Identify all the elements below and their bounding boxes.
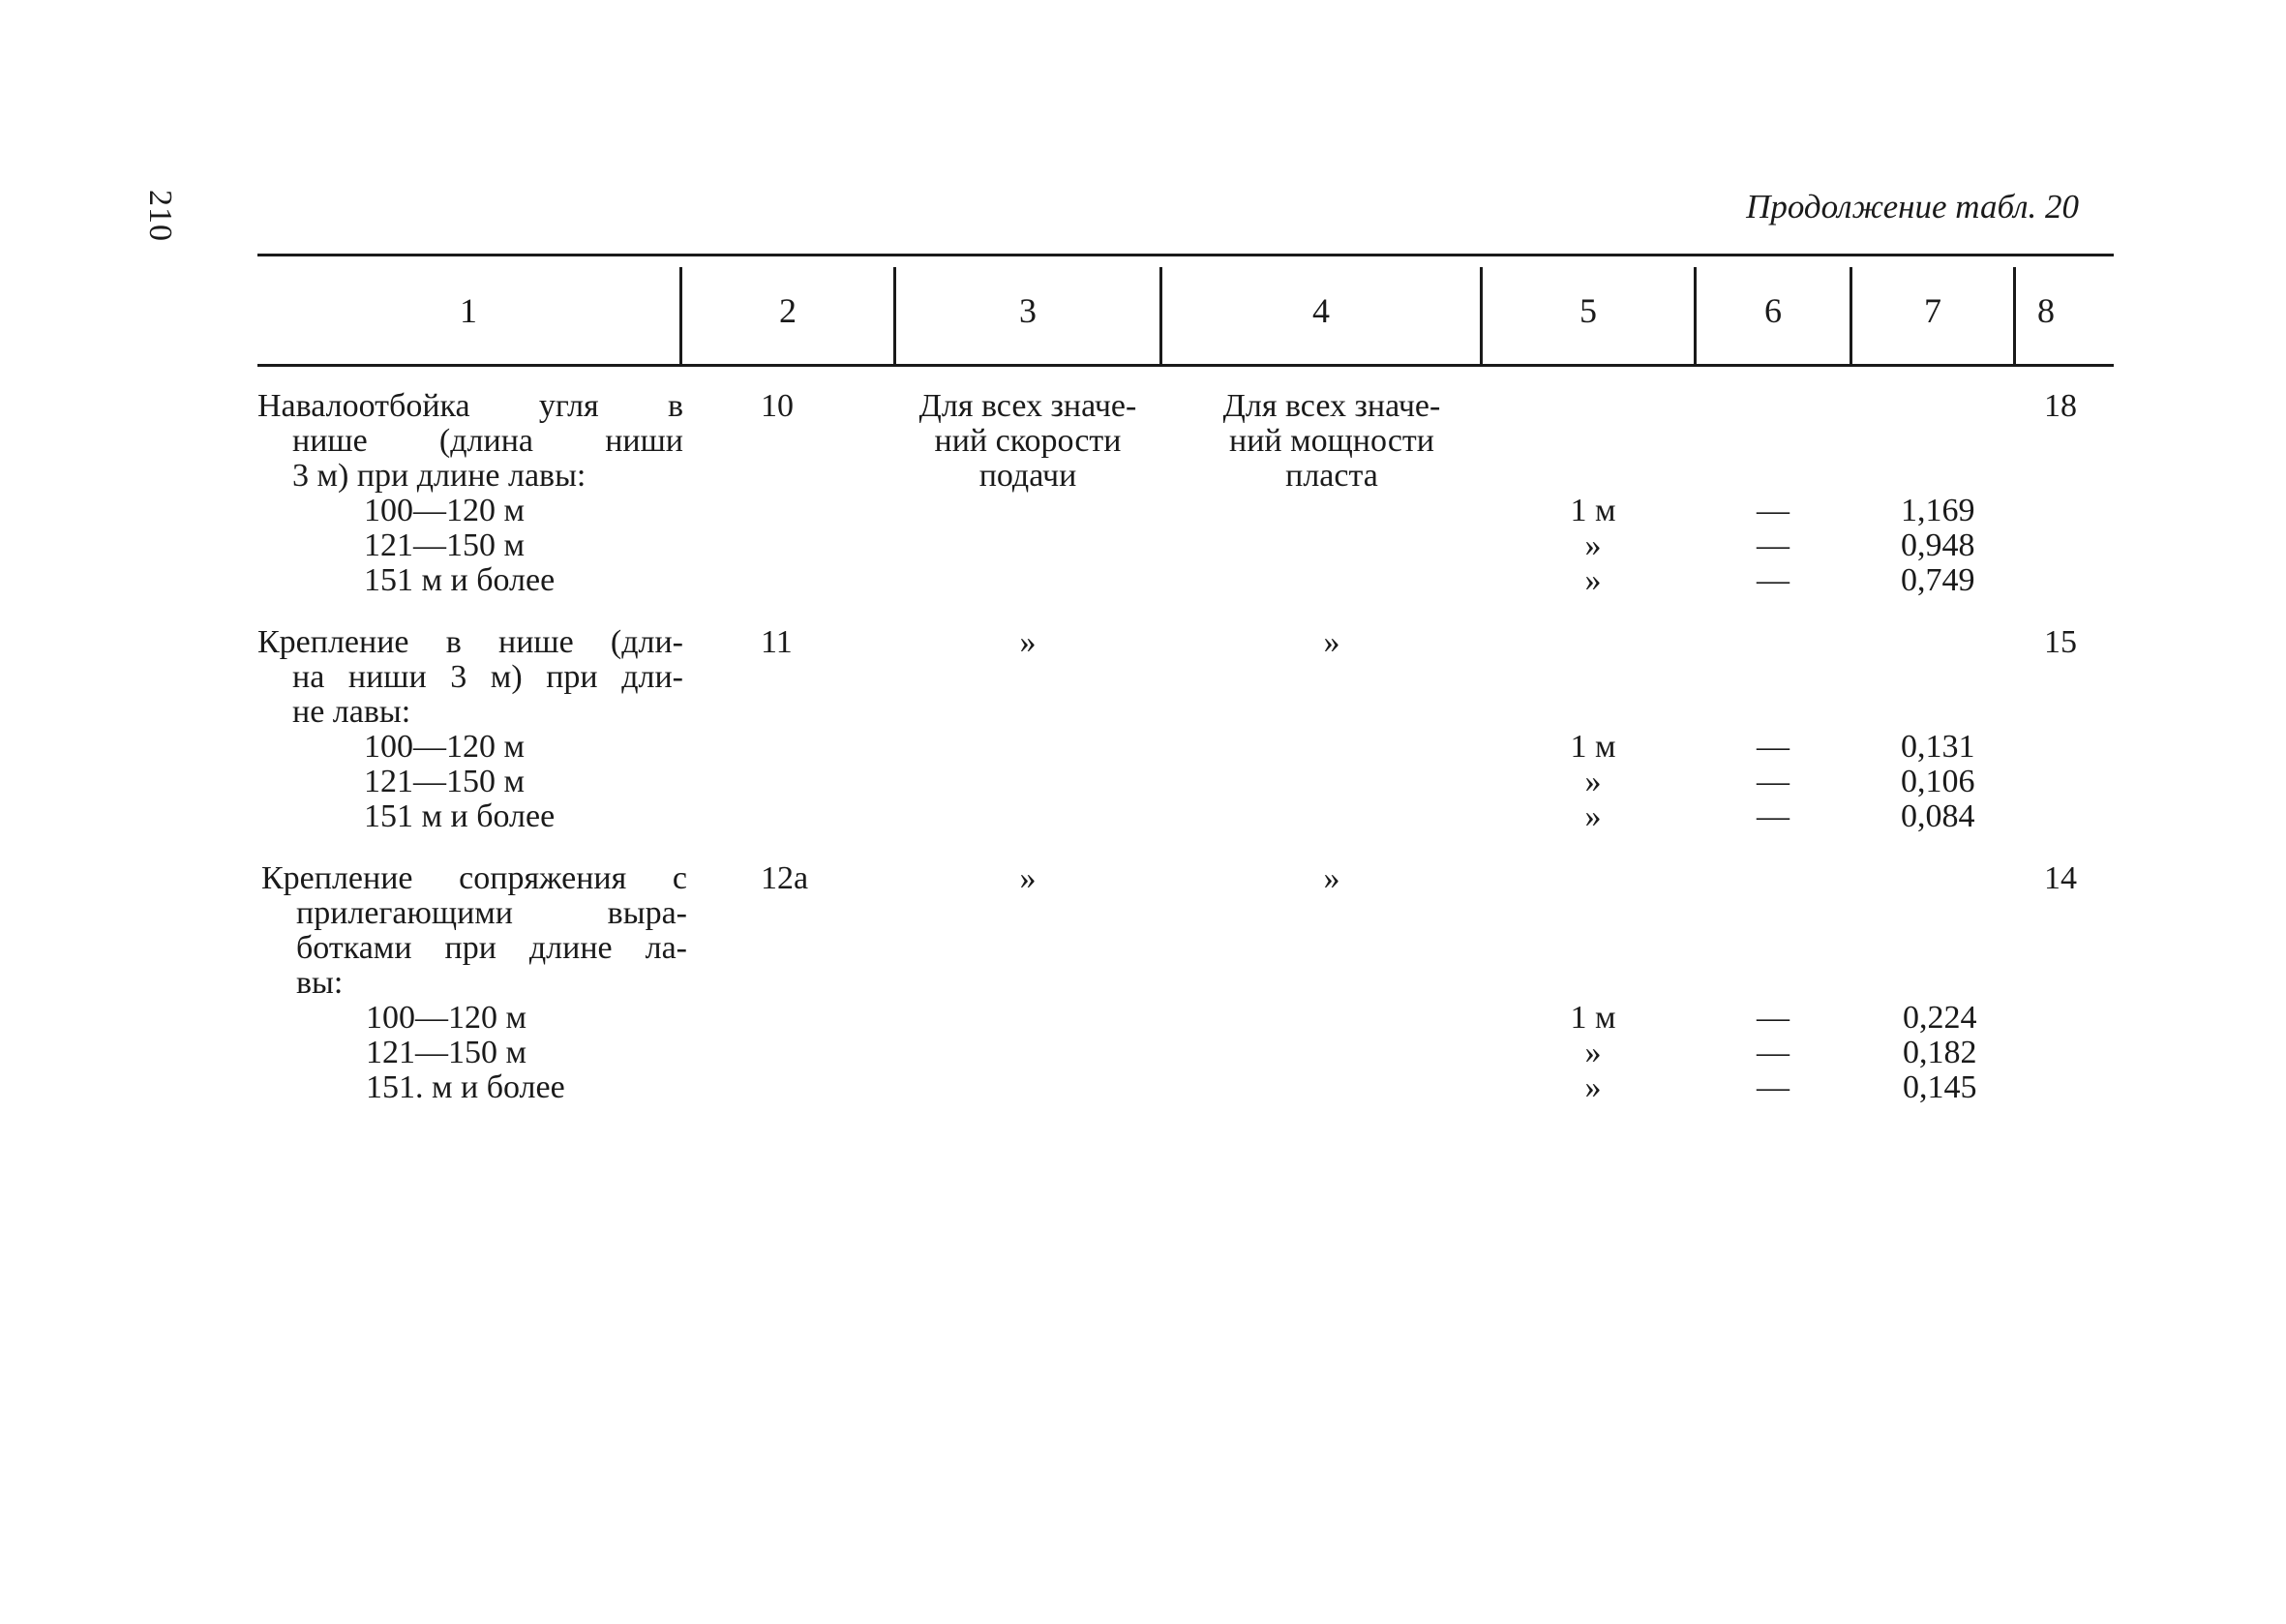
- sub-row-value: 0,182: [1903, 1035, 1977, 1070]
- sub-row-unit: »: [1584, 527, 1602, 563]
- col3-line: »: [1019, 860, 1037, 896]
- page-number: 210: [142, 190, 178, 242]
- col3-line: Для всех значе-: [918, 388, 1137, 424]
- description-line: Навалоотбойка угля в: [257, 388, 683, 424]
- description-line: Крепление сопряжения с: [261, 860, 687, 896]
- column-header-5: 5: [1579, 291, 1597, 330]
- sub-row-dash: —: [1757, 1000, 1790, 1036]
- sub-row-dash: —: [1757, 493, 1790, 528]
- sub-row-value: 0,224: [1903, 1000, 1977, 1036]
- sub-row-unit: 1 м: [1570, 1000, 1616, 1036]
- sub-row-unit: »: [1584, 562, 1602, 598]
- row-code: 12а: [761, 860, 809, 896]
- sub-row-dash: —: [1757, 527, 1790, 563]
- column-header-3: 3: [1019, 291, 1037, 330]
- description-line: прилегающими выра-: [296, 895, 687, 931]
- col4-line: пласта: [1285, 458, 1378, 494]
- sub-row-unit: »: [1584, 1069, 1602, 1105]
- column-header-2: 2: [779, 291, 797, 330]
- sub-row-dash: —: [1757, 562, 1790, 598]
- sub-row-unit: »: [1584, 764, 1602, 799]
- column-header-7: 7: [1924, 291, 1941, 330]
- sub-row-unit: 1 м: [1570, 493, 1616, 528]
- sub-row-dash: —: [1757, 798, 1790, 834]
- col3-line: ний скорости: [934, 423, 1122, 459]
- sub-row-label: 151. м и более: [366, 1069, 565, 1105]
- sub-row-dash: —: [1757, 1069, 1790, 1105]
- table-top-rule: [257, 254, 2114, 256]
- description-line: на ниши 3 м) при дли-: [292, 659, 683, 695]
- row-col8-value: 14: [2044, 860, 2077, 896]
- sub-row-label: 151 м и более: [364, 562, 556, 598]
- sub-row-label: 121—150 м: [364, 764, 526, 799]
- sub-row-label: 100—120 м: [364, 493, 526, 528]
- row-col8-value: 18: [2044, 388, 2077, 424]
- sub-row-dash: —: [1757, 729, 1790, 765]
- sub-row-unit: »: [1584, 1035, 1602, 1070]
- column-header-8: 8: [2037, 291, 2055, 330]
- description-line: не лавы:: [292, 694, 411, 730]
- col4-line: »: [1323, 624, 1340, 660]
- sub-row-value: 0,084: [1901, 798, 1975, 834]
- sub-row-dash: —: [1757, 1035, 1790, 1070]
- col3-line: подачи: [978, 458, 1077, 494]
- sub-row-value: 0,106: [1901, 764, 1975, 799]
- table-header-rule: [257, 364, 2114, 367]
- description-line: Крепление в нише (дли-: [257, 624, 683, 660]
- column-header-4: 4: [1312, 291, 1330, 330]
- description-line: вы:: [296, 965, 344, 1001]
- sub-row-unit: »: [1584, 798, 1602, 834]
- column-header-6: 6: [1764, 291, 1782, 330]
- sub-row-label: 151 м и более: [364, 798, 556, 834]
- row-description: [261, 861, 687, 1001]
- sub-row-label: 121—150 м: [364, 527, 526, 563]
- table-caption: Продолжение табл. 20: [1746, 188, 2079, 226]
- sub-row-value: 0,948: [1901, 527, 1975, 563]
- sub-row-value: 0,749: [1901, 562, 1975, 598]
- sub-row-value: 0,145: [1903, 1069, 1977, 1105]
- col4-line: ний мощности: [1229, 423, 1434, 459]
- column-header-1: 1: [460, 291, 477, 330]
- description-line: ботками при длине ла-: [296, 930, 687, 966]
- description-line: нише (длина ниши: [292, 423, 683, 459]
- sub-row-value: 0,131: [1901, 729, 1975, 765]
- table-header-row: [257, 259, 2114, 362]
- sub-row-label: 121—150 м: [366, 1035, 527, 1070]
- row-code: 11: [761, 624, 793, 660]
- sub-row-label: 100—120 м: [364, 729, 526, 765]
- sub-row-label: 100—120 м: [366, 1000, 527, 1036]
- row-col8-value: 15: [2044, 624, 2077, 660]
- col3-line: »: [1019, 624, 1037, 660]
- col4-line: Для всех значе-: [1222, 388, 1441, 424]
- description-line: 3 м) при длине лавы:: [292, 458, 587, 494]
- row-description: [257, 389, 683, 494]
- col4-line: »: [1323, 860, 1340, 896]
- row-description: [257, 625, 683, 730]
- row-code: 10: [761, 388, 794, 424]
- sub-row-value: 1,169: [1901, 493, 1975, 528]
- sub-row-dash: —: [1757, 764, 1790, 799]
- sub-row-unit: 1 м: [1570, 729, 1616, 765]
